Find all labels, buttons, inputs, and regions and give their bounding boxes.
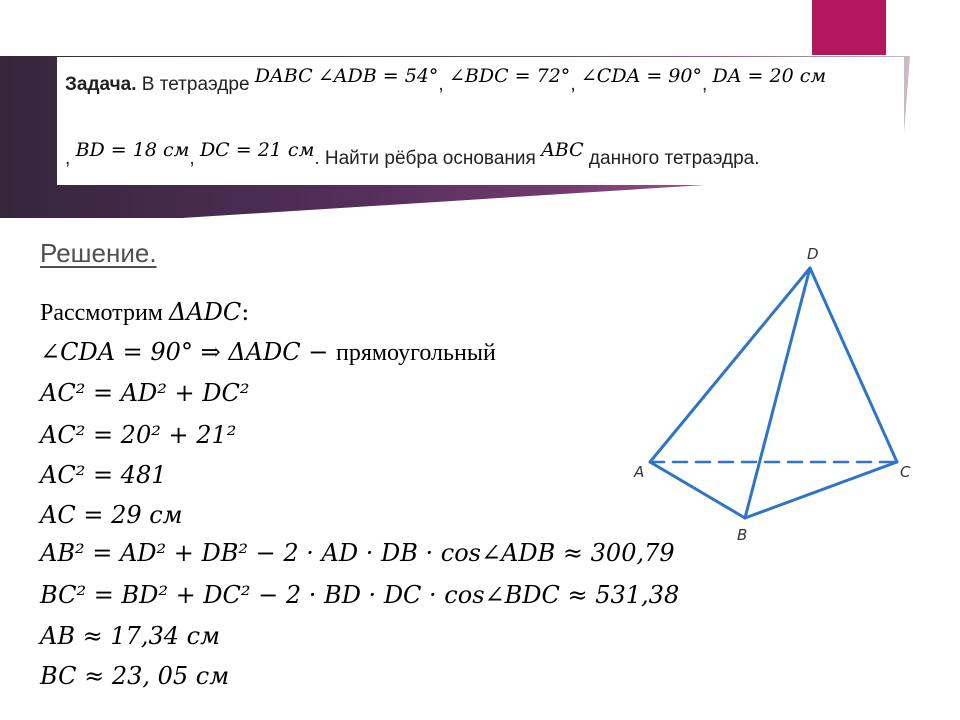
vertex-label-a: A	[634, 463, 645, 481]
equation-line: AB ≈ 17,34 см	[40, 622, 221, 650]
right-angle-line	[40, 338, 496, 367]
task-label: Задача.	[65, 74, 137, 95]
vertex-label-c: C	[900, 463, 911, 481]
vertex-label-d: D	[807, 245, 819, 263]
edge-ab	[650, 462, 745, 518]
right-angle-math: ∠CDA = 90° ⇒ ΔADC −	[40, 338, 336, 366]
right-angle-word: прямоугольный	[335, 340, 496, 366]
consider-prefix: Рассмотрим	[40, 300, 169, 326]
vertex-label-b: B	[737, 526, 748, 544]
task-cond-1: ∠ADB = 54°	[317, 65, 439, 87]
task-line-2: , BD = 18 см, DC = 21 см. Найти рёбра основания ABC данного тетраэдра.	[65, 139, 760, 169]
equation-line: AB² = AD² + DB² − 2 · AD · DB · cos∠ADB ≈ 300,79	[40, 539, 675, 567]
tetrahedron-diagram	[620, 235, 920, 555]
solution-title: Решение.	[40, 238, 157, 268]
task-cond-2: ∠BDC = 72°	[448, 65, 571, 87]
accent-block	[812, 0, 886, 55]
task-cond-4: DA = 20 см	[712, 65, 827, 87]
task-line-1: Задача. В тетраэдре DABC ∠ADB = 54°, ∠BDC = 72°, ∠CDA = 90°, DA = 20 см	[65, 65, 827, 95]
equation-line: AC² = 20² + 21²	[40, 421, 237, 449]
consider-line: Рассмотрим ΔADC:	[40, 298, 250, 326]
task-tetra: DABC	[254, 65, 313, 87]
task-find: . Найти рёбра основания	[314, 148, 542, 169]
edge-bc	[745, 462, 897, 518]
task-box	[57, 57, 904, 185]
equation-line: AC² = AD² + DC²	[40, 379, 250, 407]
task-find-end: данного тетраэдра.	[583, 148, 760, 169]
consider-triangle: ΔADC	[169, 298, 242, 326]
task-cond-6: DC = 21 см	[199, 139, 315, 161]
task-cond-3: ∠CDA = 90°	[580, 65, 702, 87]
task-base: ABC	[541, 139, 584, 161]
equation-line: AC = 29 см	[40, 501, 183, 529]
equation-line: AC² = 481	[40, 461, 167, 489]
equation-line: BC² = BD² + DC² − 2 · BD · DC · cos∠BDC ≈ 531,38	[40, 581, 680, 609]
equation-line: BC ≈ 23, 05 см	[40, 662, 230, 690]
edge-dc	[810, 268, 897, 462]
task-intro: В тетраэдре	[136, 74, 255, 95]
task-cond-5: BD = 18 см	[75, 139, 190, 161]
